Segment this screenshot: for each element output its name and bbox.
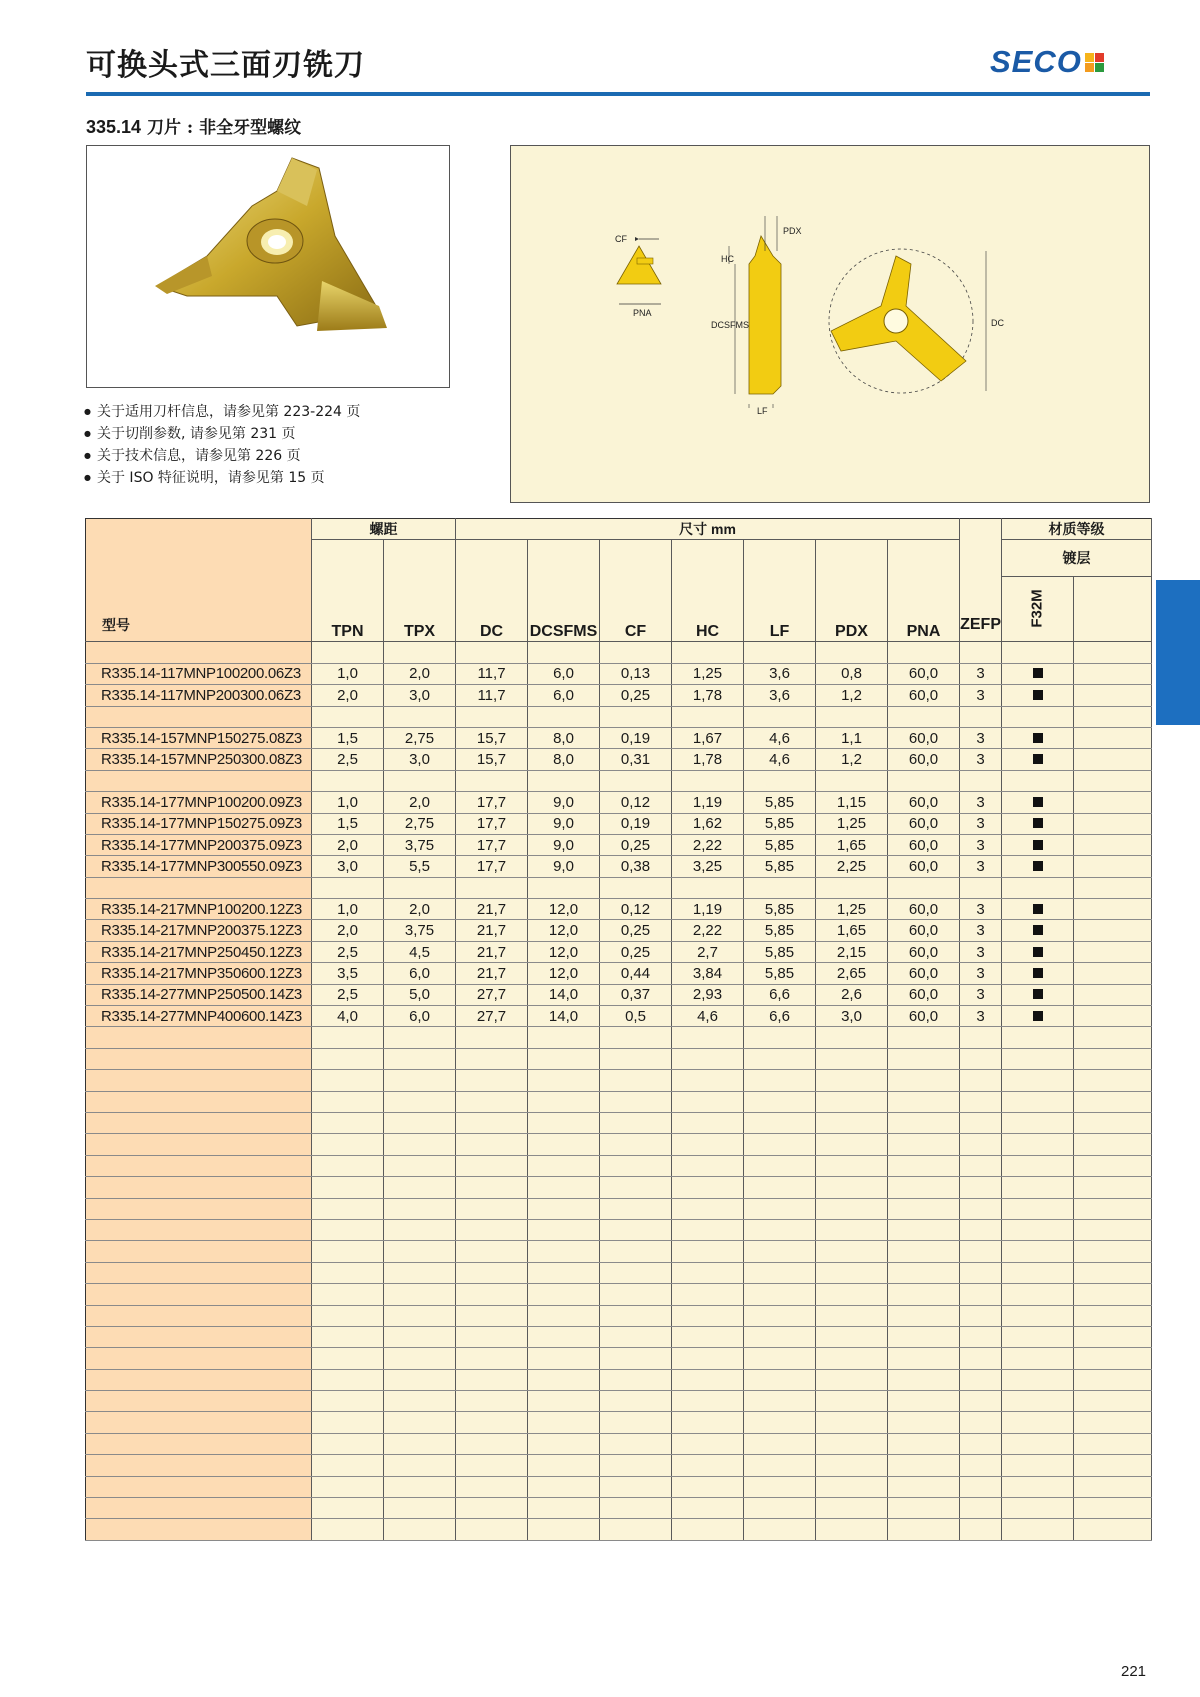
- cell-tpn: 3,5: [312, 963, 384, 984]
- cell-dcsfms: 12,0: [528, 899, 600, 920]
- section-side-tab: [1156, 580, 1200, 725]
- cell-pna: 60,0: [888, 685, 960, 706]
- table-row: [86, 920, 1152, 941]
- table-row: [86, 792, 1152, 813]
- model-cell: R335.14-177MNP300550.09Z3: [86, 856, 312, 877]
- f32m-label: F32M: [1029, 589, 1047, 629]
- cell-cf: 0,38: [600, 856, 672, 877]
- cell-pna: 60,0: [888, 813, 960, 834]
- cell-tpx: 5,0: [384, 984, 456, 1005]
- cell-lf: 5,85: [744, 963, 816, 984]
- cell-dc: 15,7: [456, 727, 528, 748]
- cell-f32m: [1002, 727, 1074, 748]
- cell-lf: 5,85: [744, 813, 816, 834]
- cell-f32m: [1002, 856, 1074, 877]
- cell-f32m: [1002, 813, 1074, 834]
- blank-row: [86, 1241, 1152, 1262]
- cell-tpx: 3,75: [384, 834, 456, 855]
- section-code: 335.14: [86, 117, 142, 137]
- cell-dc: 17,7: [456, 813, 528, 834]
- cell-lf: 3,6: [744, 685, 816, 706]
- insert-photo: [86, 145, 450, 388]
- cell-dcsfms: 6,0: [528, 663, 600, 684]
- cell-tpn: 2,5: [312, 749, 384, 770]
- model-cell: R335.14-277MNP250500.14Z3: [86, 984, 312, 1005]
- cell-pna: 60,0: [888, 792, 960, 813]
- availability-square-icon: [1033, 840, 1043, 850]
- availability-square-icon: [1033, 968, 1043, 978]
- cell-tpn: 1,0: [312, 792, 384, 813]
- label-hc: HC: [721, 254, 734, 264]
- cell-dcsfms: 9,0: [528, 834, 600, 855]
- cell-tpx: 2,0: [384, 663, 456, 684]
- cell-pdx: 2,15: [816, 941, 888, 962]
- cell-hc: 1,67: [672, 727, 744, 748]
- model-cell: R335.14-157MNP150275.08Z3: [86, 727, 312, 748]
- brand-name: SECO: [990, 44, 1082, 79]
- cell-lf: 6,6: [744, 1006, 816, 1027]
- cell-f32m: [1002, 899, 1074, 920]
- blank-row: [86, 1070, 1152, 1091]
- col-header-dcsfms: DCSFMS: [528, 540, 600, 642]
- cell-f32m: [1002, 685, 1074, 706]
- cell-dc: 21,7: [456, 941, 528, 962]
- cell-zefp: 3: [960, 749, 1002, 770]
- cell-cf: 0,25: [600, 941, 672, 962]
- cell-cf: 0,31: [600, 749, 672, 770]
- cell-pdx: 1,65: [816, 834, 888, 855]
- cell-dcsfms: 12,0: [528, 920, 600, 941]
- cell-cf: 0,19: [600, 813, 672, 834]
- blank-row: [86, 1112, 1152, 1133]
- reference-item: ● 关于技术信息，请参见第 226 页: [84, 445, 360, 467]
- cell-pna: 60,0: [888, 727, 960, 748]
- cell-tpn: 2,5: [312, 941, 384, 962]
- cell-zefp: 3: [960, 685, 1002, 706]
- availability-square-icon: [1033, 797, 1043, 807]
- cell-zefp: 3: [960, 856, 1002, 877]
- page-title: 可换头式三面刃铣刀: [86, 48, 365, 83]
- cell-dcsfms: 8,0: [528, 749, 600, 770]
- blank-row: [86, 642, 1152, 663]
- blank-row: [86, 1305, 1152, 1326]
- col-header-hc: HC: [672, 540, 744, 642]
- title-rule: [86, 92, 1150, 96]
- cell-lf: 5,85: [744, 920, 816, 941]
- cell-tpx: 2,75: [384, 813, 456, 834]
- reference-item: ● 关于适用刀杆信息，请参见第 223-224 页: [84, 401, 360, 423]
- reference-item: ● 关于 ISO 特征说明，请参见第 15 页: [84, 467, 360, 489]
- blank-row: [86, 1326, 1152, 1347]
- cell-zefp: 3: [960, 663, 1002, 684]
- cell-tpx: 6,0: [384, 963, 456, 984]
- blank-row: [86, 1476, 1152, 1497]
- cell-pdx: 2,65: [816, 963, 888, 984]
- cell-cf: 0,12: [600, 899, 672, 920]
- blank-row: [86, 1455, 1152, 1476]
- blank-row: [86, 877, 1152, 898]
- blank-row: [86, 1177, 1152, 1198]
- brand-logo: [990, 44, 1104, 80]
- page-number: 221: [1121, 1663, 1147, 1680]
- cell-lf: 4,6: [744, 749, 816, 770]
- blank-row: [86, 1048, 1152, 1069]
- cell-hc: 2,22: [672, 920, 744, 941]
- cell-pdx: 3,0: [816, 1006, 888, 1027]
- blank-row: [86, 1219, 1152, 1240]
- thread-profile-icon: [617, 246, 661, 284]
- cell-pna: 60,0: [888, 663, 960, 684]
- reference-list: [84, 401, 360, 489]
- blank-row: [86, 1433, 1152, 1454]
- cell-zefp: 3: [960, 792, 1002, 813]
- cell-cf: 0,13: [600, 663, 672, 684]
- cell-lf: 5,85: [744, 899, 816, 920]
- cell-dc: 27,7: [456, 1006, 528, 1027]
- cell-tpx: 3,75: [384, 920, 456, 941]
- cell-dcsfms: 6,0: [528, 685, 600, 706]
- cell-zefp: 3: [960, 727, 1002, 748]
- blank-row: [86, 1348, 1152, 1369]
- col-header-pna: PNA: [888, 540, 960, 642]
- availability-square-icon: [1033, 1011, 1043, 1021]
- cell-dcsfms: 9,0: [528, 792, 600, 813]
- col-header-tpx: TPX: [384, 540, 456, 642]
- table-row: [86, 685, 1152, 706]
- cell-dcsfms: 9,0: [528, 856, 600, 877]
- cell-tpx: 2,0: [384, 792, 456, 813]
- col-header-tpn: TPN: [312, 540, 384, 642]
- availability-square-icon: [1033, 733, 1043, 743]
- cell-tpx: 3,0: [384, 685, 456, 706]
- pitch-group-header: 螺距: [312, 519, 456, 540]
- cell-zefp: 3: [960, 984, 1002, 1005]
- table-row: [86, 899, 1152, 920]
- cell-lf: 3,6: [744, 663, 816, 684]
- cell-dc: 17,7: [456, 834, 528, 855]
- cell-tpn: 2,0: [312, 834, 384, 855]
- cell-pdx: 1,2: [816, 749, 888, 770]
- model-cell: R335.14-217MNP250450.12Z3: [86, 941, 312, 962]
- blank-row: [86, 1155, 1152, 1176]
- cell-pna: 60,0: [888, 856, 960, 877]
- cell-f32m: [1002, 920, 1074, 941]
- cell-hc: 1,78: [672, 749, 744, 770]
- cell-lf: 5,85: [744, 792, 816, 813]
- blank-row: [86, 1412, 1152, 1433]
- availability-square-icon: [1033, 818, 1043, 828]
- cell-hc: 1,19: [672, 899, 744, 920]
- model-header: 型号: [86, 519, 312, 642]
- cell-pdx: 0,8: [816, 663, 888, 684]
- cell-tpn: 1,0: [312, 663, 384, 684]
- cell-pdx: 1,65: [816, 920, 888, 941]
- blank-row: [86, 770, 1152, 791]
- cell-zefp: 3: [960, 963, 1002, 984]
- label-dc: DC: [991, 318, 1004, 328]
- blank-row: [86, 1262, 1152, 1283]
- grade-group-header: 材质等级: [1002, 519, 1152, 540]
- cell-pdx: 1,25: [816, 899, 888, 920]
- model-cell: R335.14-217MNP100200.12Z3: [86, 899, 312, 920]
- cell-lf: 5,85: [744, 941, 816, 962]
- spec-table-body: [86, 642, 1152, 1540]
- insert-image-icon: [87, 146, 449, 387]
- label-dcsfms: DCSFMS: [711, 320, 749, 330]
- coating-header: 镀层: [1002, 540, 1152, 577]
- cell-hc: 1,62: [672, 813, 744, 834]
- cell-zefp: 3: [960, 1006, 1002, 1027]
- col-header-pdx: PDX: [816, 540, 888, 642]
- cell-cf: 0,25: [600, 920, 672, 941]
- blank-row: [86, 706, 1152, 727]
- section-desc: 刀片 : 非全牙型螺纹: [141, 118, 302, 138]
- model-cell: R335.14-177MNP150275.09Z3: [86, 813, 312, 834]
- col-header-lf: LF: [744, 540, 816, 642]
- cell-cf: 0,5: [600, 1006, 672, 1027]
- label-lf: LF: [757, 406, 768, 416]
- cell-f32m: [1002, 663, 1074, 684]
- cell-pdx: 1,2: [816, 685, 888, 706]
- cell-tpn: 3,0: [312, 856, 384, 877]
- cell-hc: 2,7: [672, 941, 744, 962]
- cell-pna: 60,0: [888, 984, 960, 1005]
- cell-hc: 2,22: [672, 834, 744, 855]
- cell-tpn: 2,0: [312, 920, 384, 941]
- blank-row: [86, 1498, 1152, 1519]
- table-row: [86, 727, 1152, 748]
- cell-lf: 6,6: [744, 984, 816, 1005]
- cell-dcsfms: 9,0: [528, 813, 600, 834]
- cell-hc: 1,78: [672, 685, 744, 706]
- table-row: [86, 856, 1152, 877]
- cell-tpx: 3,0: [384, 749, 456, 770]
- cell-pna: 60,0: [888, 941, 960, 962]
- table-row: [86, 813, 1152, 834]
- cell-cf: 0,25: [600, 685, 672, 706]
- cell-hc: 3,25: [672, 856, 744, 877]
- table-row: [86, 1006, 1152, 1027]
- cell-cf: 0,25: [600, 834, 672, 855]
- cell-dc: 11,7: [456, 663, 528, 684]
- cell-tpn: 2,0: [312, 685, 384, 706]
- model-cell: R335.14-157MNP250300.08Z3: [86, 749, 312, 770]
- cell-zefp: 3: [960, 834, 1002, 855]
- model-cell: R335.14-217MNP350600.12Z3: [86, 963, 312, 984]
- cell-pna: 60,0: [888, 963, 960, 984]
- section-subtitle: [86, 113, 301, 138]
- reference-item: ● 关于切削参数, 请参见第 231 页: [84, 423, 360, 445]
- cell-dc: 15,7: [456, 749, 528, 770]
- cell-dc: 21,7: [456, 920, 528, 941]
- cell-pdx: 2,25: [816, 856, 888, 877]
- cell-cf: 0,44: [600, 963, 672, 984]
- cell-zefp: 3: [960, 920, 1002, 941]
- table-row: [86, 749, 1152, 770]
- cell-pna: 60,0: [888, 920, 960, 941]
- cell-lf: 5,85: [744, 834, 816, 855]
- table-row: [86, 941, 1152, 962]
- model-cell: R335.14-177MNP200375.09Z3: [86, 834, 312, 855]
- cell-tpn: 1,5: [312, 727, 384, 748]
- cell-f32m: [1002, 749, 1074, 770]
- cell-pna: 60,0: [888, 899, 960, 920]
- cell-zefp: 3: [960, 899, 1002, 920]
- cell-f32m: [1002, 984, 1074, 1005]
- availability-square-icon: [1033, 690, 1043, 700]
- cell-dc: 27,7: [456, 984, 528, 1005]
- dimension-diagram: [510, 145, 1150, 503]
- cell-dc: 17,7: [456, 856, 528, 877]
- cell-dc: 11,7: [456, 685, 528, 706]
- cell-tpx: 2,75: [384, 727, 456, 748]
- availability-square-icon: [1033, 754, 1043, 764]
- col-header-empty: [1074, 577, 1152, 642]
- col-header-zefp: ZEFP: [960, 519, 1002, 642]
- cell-pna: 60,0: [888, 749, 960, 770]
- cell-tpn: 1,5: [312, 813, 384, 834]
- cell-hc: 1,19: [672, 792, 744, 813]
- table-row: [86, 963, 1152, 984]
- brand-mark-icon: [1085, 53, 1104, 72]
- cell-dcsfms: 14,0: [528, 1006, 600, 1027]
- col-header-f32m: [1002, 577, 1074, 642]
- dimensions-group-header: 尺寸 mm: [456, 519, 960, 540]
- blank-row: [86, 1198, 1152, 1219]
- cell-f32m: [1002, 834, 1074, 855]
- label-pna: PNA: [633, 308, 652, 318]
- cell-tpn: 1,0: [312, 899, 384, 920]
- cell-hc: 2,93: [672, 984, 744, 1005]
- cell-lf: 4,6: [744, 727, 816, 748]
- table-row: [86, 663, 1152, 684]
- availability-square-icon: [1033, 861, 1043, 871]
- blank-row: [86, 1284, 1152, 1305]
- cell-dcsfms: 12,0: [528, 963, 600, 984]
- cell-cf: 0,37: [600, 984, 672, 1005]
- table-row: [86, 984, 1152, 1005]
- blank-row: [86, 1027, 1152, 1048]
- cell-lf: 5,85: [744, 856, 816, 877]
- cell-tpx: 5,5: [384, 856, 456, 877]
- cell-cf: 0,12: [600, 792, 672, 813]
- cell-dc: 17,7: [456, 792, 528, 813]
- cell-pdx: 1,15: [816, 792, 888, 813]
- col-header-cf: CF: [600, 540, 672, 642]
- cell-tpx: 6,0: [384, 1006, 456, 1027]
- cell-tpx: 2,0: [384, 899, 456, 920]
- cell-hc: 3,84: [672, 963, 744, 984]
- availability-square-icon: [1033, 904, 1043, 914]
- cell-pdx: 1,25: [816, 813, 888, 834]
- availability-square-icon: [1033, 947, 1043, 957]
- cell-tpx: 4,5: [384, 941, 456, 962]
- cell-tpn: 4,0: [312, 1006, 384, 1027]
- label-pdx: PDX: [783, 226, 802, 236]
- cell-f32m: [1002, 963, 1074, 984]
- table-row: [86, 834, 1152, 855]
- blank-row: [86, 1391, 1152, 1412]
- cell-dc: 21,7: [456, 963, 528, 984]
- insert-spec-table: [85, 518, 1152, 1541]
- cell-f32m: [1002, 1006, 1074, 1027]
- model-cell: R335.14-117MNP100200.06Z3: [86, 663, 312, 684]
- availability-square-icon: [1033, 989, 1043, 999]
- cell-f32m: [1002, 792, 1074, 813]
- cell-zefp: 3: [960, 813, 1002, 834]
- cell-dcsfms: 12,0: [528, 941, 600, 962]
- cell-dcsfms: 8,0: [528, 727, 600, 748]
- col-header-dc: DC: [456, 540, 528, 642]
- cell-f32m: [1002, 941, 1074, 962]
- insert-side-icon: [749, 236, 781, 394]
- cell-pdx: 1,1: [816, 727, 888, 748]
- cell-dc: 21,7: [456, 899, 528, 920]
- blank-row: [86, 1519, 1152, 1540]
- cell-hc: 1,25: [672, 663, 744, 684]
- cell-pna: 60,0: [888, 1006, 960, 1027]
- cell-tpn: 2,5: [312, 984, 384, 1005]
- cell-dcsfms: 14,0: [528, 984, 600, 1005]
- blank-row: [86, 1369, 1152, 1390]
- blank-row: [86, 1091, 1152, 1112]
- model-cell: R335.14-277MNP400600.14Z3: [86, 1006, 312, 1027]
- model-cell: R335.14-177MNP100200.09Z3: [86, 792, 312, 813]
- label-cf: CF: [615, 234, 627, 244]
- blank-row: [86, 1134, 1152, 1155]
- cell-pna: 60,0: [888, 834, 960, 855]
- model-cell: R335.14-217MNP200375.12Z3: [86, 920, 312, 941]
- model-cell: R335.14-117MNP200300.06Z3: [86, 685, 312, 706]
- availability-square-icon: [1033, 668, 1043, 678]
- cell-cf: 0,19: [600, 727, 672, 748]
- cell-zefp: 3: [960, 941, 1002, 962]
- cell-pdx: 2,6: [816, 984, 888, 1005]
- cell-hc: 4,6: [672, 1006, 744, 1027]
- availability-square-icon: [1033, 925, 1043, 935]
